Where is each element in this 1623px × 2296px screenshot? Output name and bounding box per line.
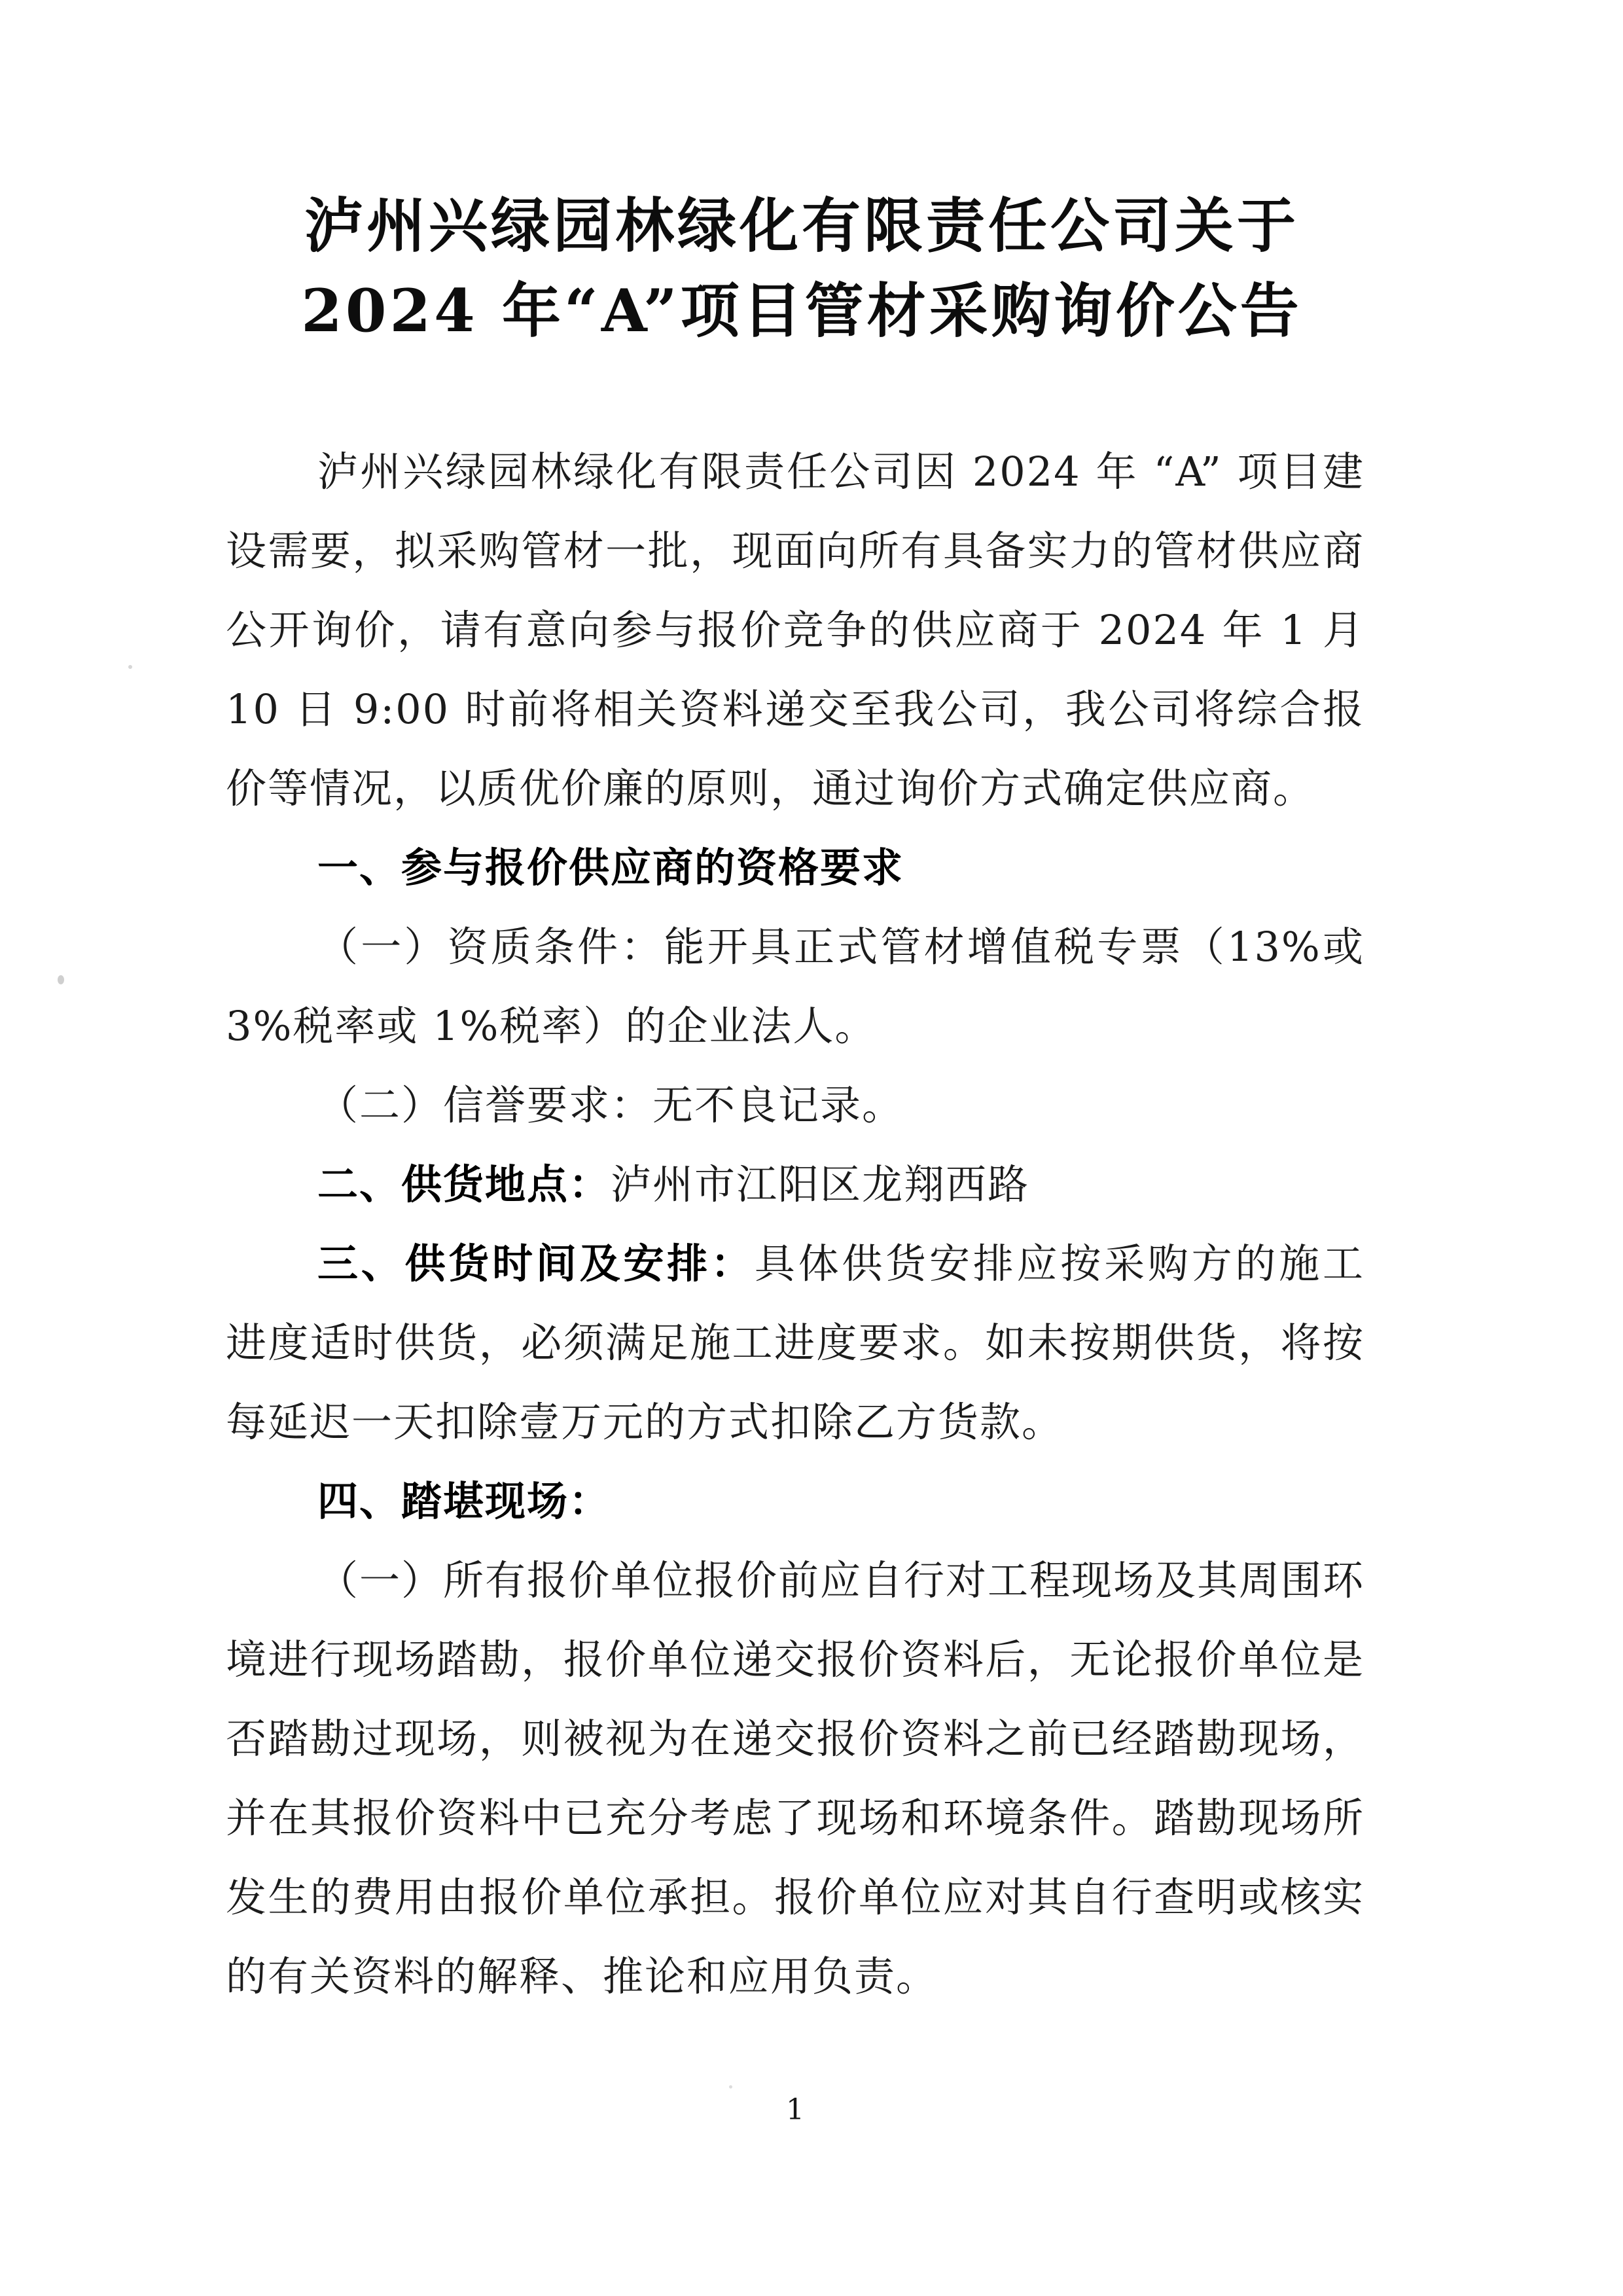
section2-line — [226, 1145, 1364, 1224]
scan-speck — [58, 975, 64, 984]
section2-label: 二、供货地点： — [317, 1160, 611, 1208]
title-line-1: 泸州兴绿园林绿化有限责任公司关于 — [304, 191, 1299, 260]
section1-item2: （二）信誉要求：无不良记录。 — [317, 1081, 904, 1129]
section4-item1: （一）所有报价单位报价前应自行对工程现场及其周围环境进行现场踏勘，报价单位递交报价资料后，无论报价单位是否踏勘过现场，则被视为在递交报价资料之前已经踏勘现场，并在其报价资料中已充分考虑了现场和环境条件。踏勘现场所发生的费用由报价单位承担。报价单位应对其自行查明或核实的有关资料的解释、推论和应用负责。 — [226, 1556, 1365, 2000]
section1-heading: 一、参与报价供应商的资格要求 — [317, 844, 904, 891]
section3-paragraph — [226, 1224, 1364, 1462]
section2-text: 泸州市江阳区龙翔西路 — [611, 1160, 1030, 1208]
section4-heading: 四、踏堪现场： — [317, 1477, 611, 1525]
scan-speck — [729, 2085, 732, 2089]
section3-text: 具体供货安排应按采购方的施工进度适时供货，必须满足施工进度要求。如未按期供货，将按每延迟一天扣除壹万元的方式扣除乙方货款。 — [226, 1240, 1364, 1446]
section3-label: 三、供货时间及安排： — [317, 1240, 755, 1287]
document-body — [226, 432, 1364, 2016]
scan-speck — [128, 665, 132, 669]
intro-paragraph: 泸州兴绿园林绿化有限责任公司因 2024 年 “A” 项目建设需要，拟采购管材一批，现面向所有具备实力的管材供应商公开询价，请有意向参与报价竞争的供应商于 2024 年 1 月 10 日 9:00 时前将相关资料递交至我公司，我公司将综合报价等情况，以质优价廉的原则，通过询价方式确定供应商。 — [226, 448, 1364, 812]
page-footer — [226, 2093, 1364, 2127]
title-line-2: 2024 年“A”项目管材采购询价公告 — [301, 276, 1302, 346]
document-title — [0, 183, 1603, 353]
section1-item1: （一）资质条件：能开具正式管材增值税专票（13%或 3%税率或 1%税率）的企业法人。 — [226, 923, 1364, 1050]
page-number: 1 — [786, 2093, 804, 2126]
